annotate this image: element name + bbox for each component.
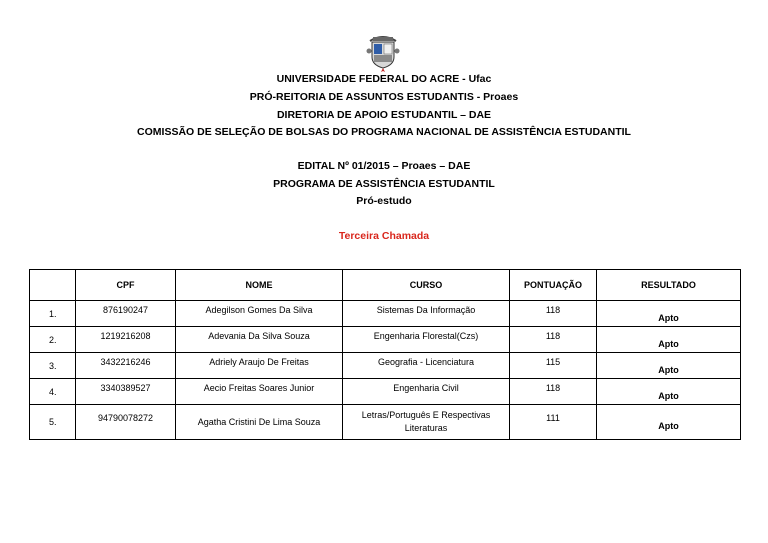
table-header-row: [30, 270, 741, 301]
curso-cell: [343, 327, 510, 353]
university-name: UNIVERSIDADE FEDERAL DO ACRE - Ufac: [276, 73, 492, 85]
table-row: [30, 327, 741, 353]
pontuacao-cell: [510, 301, 597, 327]
cpf-value: 3432216246: [100, 356, 151, 367]
nome-cell: [176, 327, 343, 353]
curso-value: Geografia - Licenciatura: [377, 356, 475, 367]
row-index: 4.: [30, 379, 76, 405]
column-header-pontuacao: PONTUAÇÃO: [510, 270, 597, 301]
row-index: 5.: [30, 405, 76, 440]
results-table: [29, 269, 741, 440]
row-index: 3.: [30, 353, 76, 379]
column-header-index: [30, 270, 76, 301]
resultado-cell: [597, 327, 741, 353]
nome-cell: [176, 353, 343, 379]
directorate-name: DIRETORIA DE APOIO ESTUDANTIL – DAE: [276, 109, 492, 121]
call-title: Terceira Chamada: [338, 230, 430, 242]
pontuacao-value: 118: [545, 330, 561, 341]
curso-value: Sistemas Da Informação: [376, 304, 476, 315]
cpf-cell: [76, 353, 176, 379]
program-subtitle: Pró-estudo: [356, 195, 412, 207]
cpf-value: 3340389527: [100, 382, 151, 393]
curso-cell: [343, 301, 510, 327]
commission-name: COMISSÃO DE SELEÇÃO DE BOLSAS DO PROGRAMA NACIONAL DE ASSISTÊNCIA ESTUDANTIL: [137, 126, 631, 138]
row-index: 2.: [30, 327, 76, 353]
resultado-cell: [597, 405, 741, 440]
column-header-nome: NOME: [176, 270, 343, 301]
pontuacao-value: 111: [546, 413, 560, 423]
cpf-cell: [76, 301, 176, 327]
nome-value: Adriely Araujo De Freitas: [209, 356, 309, 367]
cpf-cell: [76, 327, 176, 353]
nome-value: Agatha Cristini De Lima Souza: [197, 417, 321, 427]
table-row: [30, 353, 741, 379]
cpf-cell: [76, 405, 176, 440]
resultado-value: Apto: [658, 390, 679, 401]
resultado-value: Apto: [658, 421, 679, 431]
table-row: [30, 405, 741, 440]
pontuacao-value: 115: [545, 356, 561, 367]
row-index: 1.: [30, 301, 76, 327]
curso-value: Engenharia Florestal(Czs): [373, 330, 479, 341]
nome-value: Aecio Freitas Soares Junior: [203, 382, 315, 393]
column-header-resultado: RESULTADO: [597, 270, 741, 301]
nome-cell: [176, 301, 343, 327]
pontuacao-cell: [510, 353, 597, 379]
pontuacao-cell: [510, 379, 597, 405]
cpf-cell: [76, 379, 176, 405]
university-crest-icon: [364, 31, 402, 73]
curso-value: Engenharia Civil: [393, 382, 459, 393]
resultado-value: Apto: [658, 364, 679, 375]
pontuacao-value: 118: [545, 382, 561, 393]
nome-cell: [176, 405, 343, 440]
curso-cell: [343, 405, 510, 440]
pro-rectory-name: PRÓ-REITORIA DE ASSUNTOS ESTUDANTIS - Proaes: [249, 91, 519, 103]
nome-value: Adegilson Gomes Da Silva: [205, 304, 313, 315]
curso-value: Letras/Português E Respectivas Literaturas: [361, 410, 491, 433]
cpf-value: 94790078272: [97, 413, 154, 423]
curso-cell: [343, 379, 510, 405]
resultado-cell: [597, 301, 741, 327]
table-row: [30, 379, 741, 405]
pontuacao-cell: [510, 327, 597, 353]
curso-cell: [343, 353, 510, 379]
nome-cell: [176, 379, 343, 405]
resultado-cell: [597, 353, 741, 379]
table-row: [30, 301, 741, 327]
resultado-value: Apto: [658, 338, 679, 349]
column-header-cpf: CPF: [76, 270, 176, 301]
pontuacao-value: 118: [545, 304, 561, 315]
column-header-curso: CURSO: [343, 270, 510, 301]
cpf-value: 876190247: [102, 304, 149, 315]
resultado-cell: [597, 379, 741, 405]
cpf-value: 1219216208: [100, 330, 151, 341]
edital-title: EDITAL Nº 01/2015 – Proaes – DAE: [297, 160, 471, 172]
resultado-value: Apto: [658, 312, 679, 323]
pontuacao-cell: [510, 405, 597, 440]
program-title: PROGRAMA DE ASSISTÊNCIA ESTUDANTIL: [273, 178, 495, 190]
nome-value: Adevania Da Silva Souza: [208, 330, 310, 341]
